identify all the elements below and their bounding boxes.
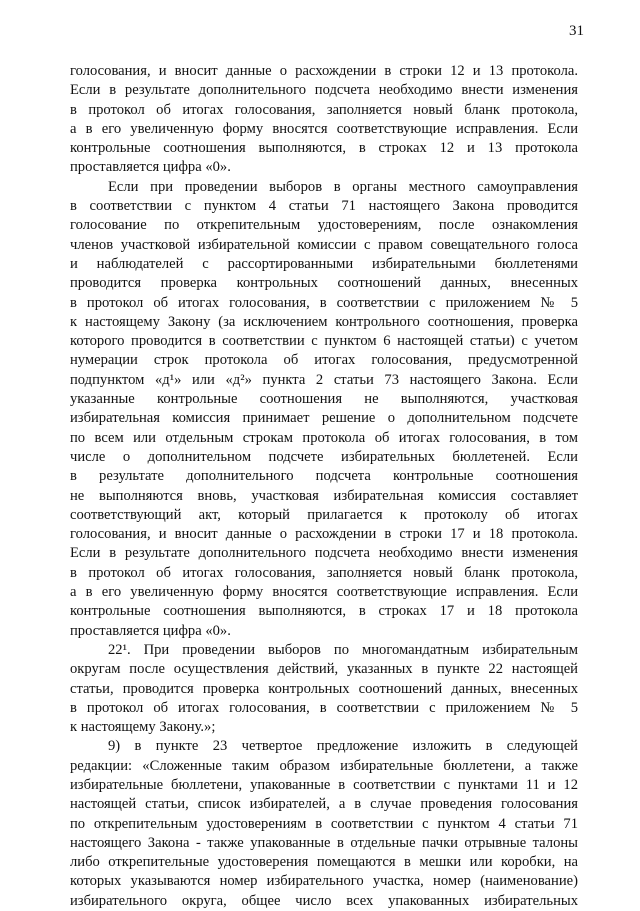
text-line: избирательная комиссия принимает решение о дополнительном подсчете [70,410,578,427]
text-line: настоящего Закона - также упакованные в отдельные пачки отрывные талоны [70,834,578,851]
text-line: в протокол об итогах голосования, в соответствии с приложением № 5 [70,699,578,716]
text-line: Если в результате дополнительного подсчета необходимо внести изменения [70,545,578,562]
paragraph [70,737,578,911]
text-line: контрольные соотношения выполняются, в строках 12 и 13 протокола [70,140,578,157]
text-line: статьи, проводится проверка контрольных соотношений данных, внесенных [70,680,578,697]
paragraph [70,62,578,178]
text-line: редакции: «Сложенные таким образом избирательные бюллетени, а также [70,757,578,774]
text-line: 22¹. При проведении выборов по многомандатным избирательным [108,641,578,658]
text-line: к настоящему Закону (за исключением контрольного соотношения, проверка [70,313,578,330]
text-line: голосования, и вносит данные о расхождении в строки 12 и 13 протокола. [70,63,578,79]
text-line: а в его увеличенную форму вносятся соответствующие исправления. Если [70,584,578,601]
text-line: настоящей статьи, список избирателей, а в случае проведения голосования [70,796,578,813]
document-body [70,62,578,911]
text-line: членов участковой избирательной комиссии с правом совещательного голоса [70,236,578,253]
text-line: либо открепительные удостоверения помещаются в мешки или коробки, на [70,854,578,871]
text-line: проставляется цифра «0». [70,159,231,176]
text-line: избирательные бюллетени, упакованные в соответствии с пунктами 11 и 12 [70,776,578,793]
text-line: Если при проведении выборов в органы местного самоуправления [108,178,578,195]
text-line: а в его увеличенную форму вносятся соответствующие исправления. Если [70,120,578,137]
text-line: 9) в пункте 23 четвертое предложение изложить в следующей [108,738,578,755]
text-line: проводится проверка контрольных соотношений данных, внесенных [70,275,578,292]
text-line: проставляется цифра «0». [70,622,231,639]
text-line: подпунктом «д¹» или «д²» пункта 2 статьи 73 настоящего Закона. Если [70,371,578,388]
text-line: в протокол об итогах голосования, заполняется новый бланк протокола, [70,101,578,118]
text-line: указанные контрольные соотношения не выполняются, участковая [70,391,578,408]
page-number: 31 [569,23,584,39]
text-line: и наблюдателей с рассортированными избирательными бюллетенями [70,255,578,272]
text-line: числе о дополнительном подсчете избирательных бюллетеней. Если [70,448,578,465]
text-line: по открепительным удостоверениям в соответствии с пунктом 4 статьи 71 [70,815,578,832]
text-line: голосование по открепительным удостоверениям, после ознакомления [70,217,578,234]
paragraph [70,178,578,641]
text-line: нумерации строк протокола об итогах голосования, предусмотренной [70,352,578,369]
text-line: соответствующий акт, который прилагается к протоколу об итогах [70,506,578,523]
text-line: избирательного округа, общее число всех упакованных избирательных [70,892,578,909]
text-line: не выполняются вновь, участковая избирательная комиссия составляет [70,487,578,504]
text-line: к настоящему Закону.»; [70,719,216,736]
paragraph [70,641,578,737]
text-line: в протокол об итогах голосования, заполняется новый бланк протокола, [70,564,578,581]
text-line: в соответствии с пунктом 4 статьи 71 настоящего Закона проводится [70,198,578,215]
text-line: округам после осуществления действий, указанных в пункте 22 настоящей [70,661,578,678]
text-line: в протокол об итогах голосования, в соответствии с приложением № 5 [70,294,578,311]
text-line: которого проводится в соответствии с пунктом 6 настоящей статьи) с учетом [70,333,578,350]
text-line: по всем или отдельным строкам протокола об итогах голосования, в том [70,429,578,446]
text-line: в результате дополнительного подсчета контрольные соотношения [70,468,578,485]
text-line: Если в результате дополнительного подсчета необходимо внести изменения [70,82,578,99]
text-line: голосования, и вносит данные о расхождении в строки 17 и 18 протокола. [70,526,578,543]
text-line: которых указываются номер избирательного участка, номер (наименование) [70,873,578,890]
text-line: контрольные соотношения выполняются, в строках 17 и 18 протокола [70,603,578,620]
